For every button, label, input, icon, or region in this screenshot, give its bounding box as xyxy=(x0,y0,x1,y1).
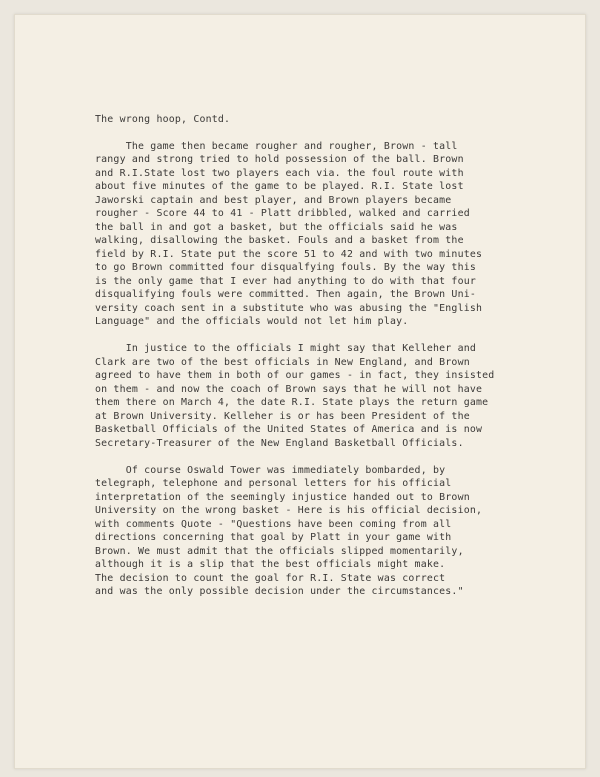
text-line: although it is a slip that the best officials might make. xyxy=(95,559,446,570)
text-line: interpretation of the seemingly injustice handed out to Brown xyxy=(95,491,470,503)
text-line: agreed to have them in both of our games - in fact, they insisted xyxy=(95,370,495,381)
text-line: Basketball Officials of the United States of America and is now xyxy=(95,424,483,435)
text-line: Clark are two of the best officials in New England, and Brown xyxy=(95,356,470,368)
text-line: disqualifying fouls were committed. Then again, the Brown Uni- xyxy=(95,289,477,300)
text-line: Language" and the officials would not let him play. xyxy=(95,316,409,327)
text-line: University on the wrong basket - Here is his official decision, xyxy=(95,505,483,516)
page-heading: The wrong hoop, Contd. xyxy=(95,114,231,125)
typed-page xyxy=(14,14,586,769)
text-line: at Brown University. Kelleher is or has been President of the xyxy=(95,410,470,422)
text-line: and was the only possible decision under the circumstances." xyxy=(95,586,464,597)
text-line: rougher - Score 44 to 41 - Platt dribbled, walked and carried xyxy=(95,208,470,219)
text-line: with comments Quote - "Questions have been coming from all xyxy=(95,518,452,530)
text-line: the ball in and got a basket, but the officials said he was xyxy=(95,221,458,233)
text-line: them there on March 4, the date R.I. State plays the return game xyxy=(95,397,489,408)
text-line: The decision to count the goal for R.I. State was correct xyxy=(95,572,446,584)
text-line: In justice to the officials I might say that Kelleher and xyxy=(95,343,477,354)
paragraph-1 xyxy=(95,140,535,329)
text-line: about five minutes of the game to be played. R.I. State lost xyxy=(95,181,464,192)
text-line: Secretary-Treasurer of the New England Basketball Officials. xyxy=(95,437,464,449)
paragraph-3 xyxy=(95,464,535,599)
text-line: telegraph, telephone and personal letters for his official xyxy=(95,478,452,489)
text-line: rangy and strong tried to hold possession of the ball. Brown xyxy=(95,154,464,165)
text-line: walking, disallowing the basket. Fouls and a basket from the xyxy=(95,235,464,246)
text-line: Brown. We must admit that the officials slipped momentarily, xyxy=(95,545,464,557)
text-line: directions concerning that goal by Platt in your game with xyxy=(95,532,452,543)
text-line: and R.I.State lost two players each via. the foul route with xyxy=(95,167,464,179)
text-line: The game then became rougher and rougher, Brown - tall xyxy=(95,140,458,152)
typed-text-block xyxy=(95,113,535,612)
text-line: Of course Oswald Tower was immediately bombarded, by xyxy=(95,464,446,476)
text-line: Jaworski captain and best player, and Brown players became xyxy=(95,194,452,206)
text-line: on them - and now the coach of Brown says that he will not have xyxy=(95,383,483,395)
text-line: versity coach sent in a substitute who was abusing the "English xyxy=(95,302,483,314)
text-line: field by R.I. State put the score 51 to 42 and with two minutes xyxy=(95,248,483,260)
text-line: is the only game that I ever had anything to do with that four xyxy=(95,275,477,287)
text-line: to go Brown committed four disqualfying fouls. By the way this xyxy=(95,262,477,273)
paragraph-2 xyxy=(95,342,535,450)
